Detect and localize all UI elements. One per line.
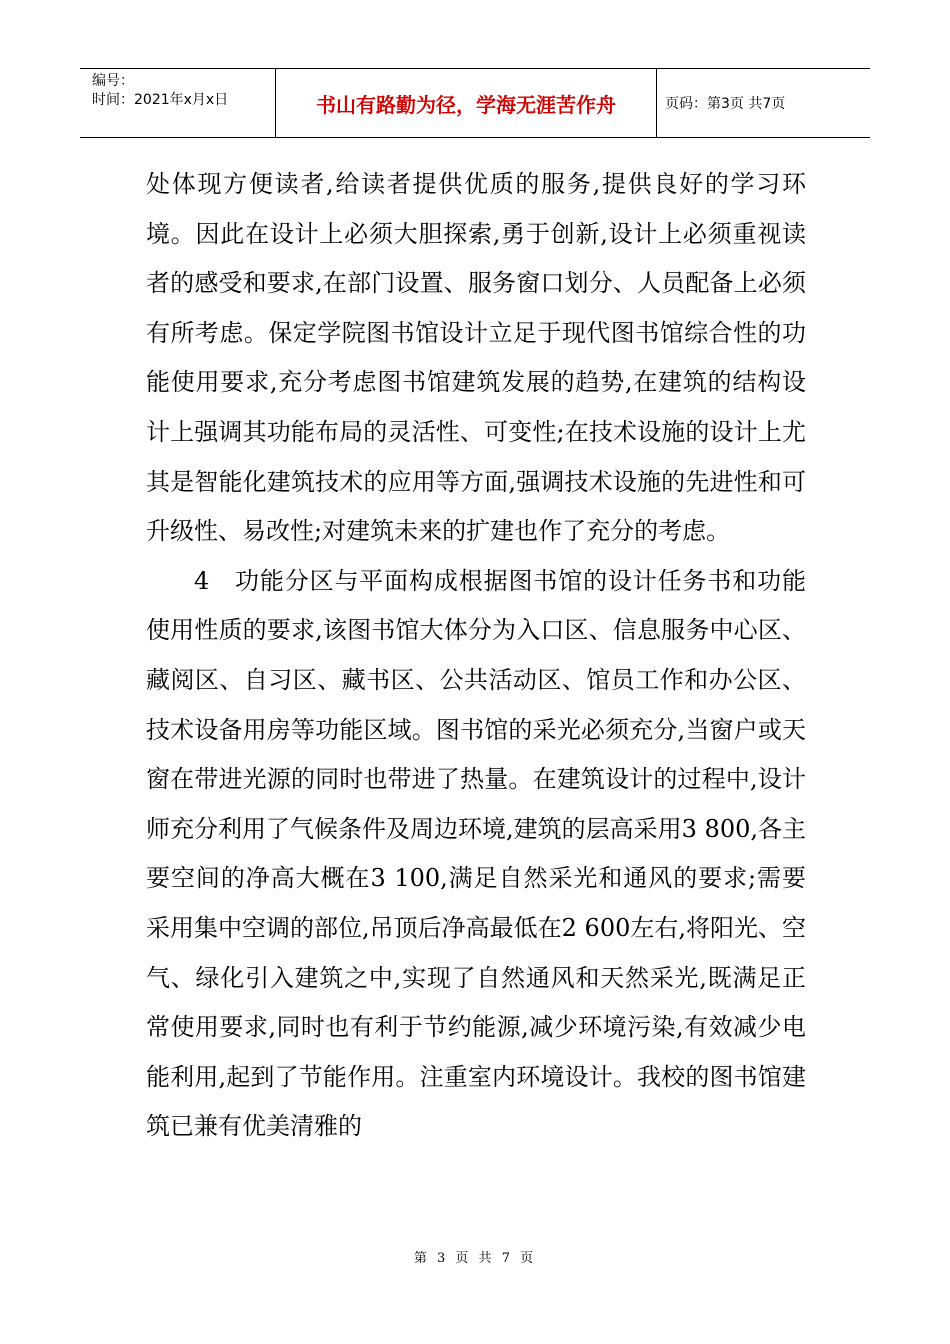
document-number-label: 编号：: [92, 73, 134, 89]
document-body: [146, 160, 806, 1152]
header-meta: [80, 69, 275, 137]
page-header: [80, 68, 870, 138]
page-footer: 第 3 页 共 7 页: [413, 1251, 537, 1266]
header-page-info: 页码：第3页 共7页: [665, 96, 786, 112]
header-slogan: 书山有路勤为径，学海无涯苦作舟: [275, 69, 657, 137]
document-time: 时间：2021年x月x日: [92, 92, 229, 108]
body-paragraph-2: 4 功能分区与平面构成根据图书馆的设计任务书和功能使用性质的要求,该图书馆大体分为入口区、信息服务中心区、藏阅区、自习区、藏书区、公共活动区、馆员工作和办公区、技术设备用房等功能区域。图书馆的采光必须充分,当窗户或天窗在带进光源的同时也带进了热量。在建筑设计的过程中,设计师充分利用了气候条件及周边环境,建筑的层高采用3 800,各主要空间的净高大概在3 100,满足自然采光和通风的要求;需要采用集中空调的部位,吊顶后净高最低在2 600左右,将阳光、空气、绿化引入建筑之中,实现了自然通风和天然采光,既满足正常使用要求,同时也有利于节约能源,减少环境污染,有效减少电能利用,起到了节能作用。注重室内环境设计。我校的图书馆建筑已兼有优美清雅的: [146, 566, 806, 1141]
body-paragraph-1: 处体现方便读者,给读者提供优质的服务,提供良好的学习环境。因此在设计上必须大胆探索,勇于创新,设计上必须重视读者的感受和要求,在部门设置、服务窗口划分、人员配备上必须有所考虑。保定学院图书馆设计立足于现代图书馆综合性的功能使用要求,充分考虑图书馆建筑发展的趋势,在建筑的结构设计上强调其功能布局的灵活性、可变性;在技术设施的设计上尤其是智能化建筑技术的应用等方面,强调技术设施的先进性和可升级性、易改性;对建筑未来的扩建也作了充分的考虑。: [146, 170, 806, 546]
